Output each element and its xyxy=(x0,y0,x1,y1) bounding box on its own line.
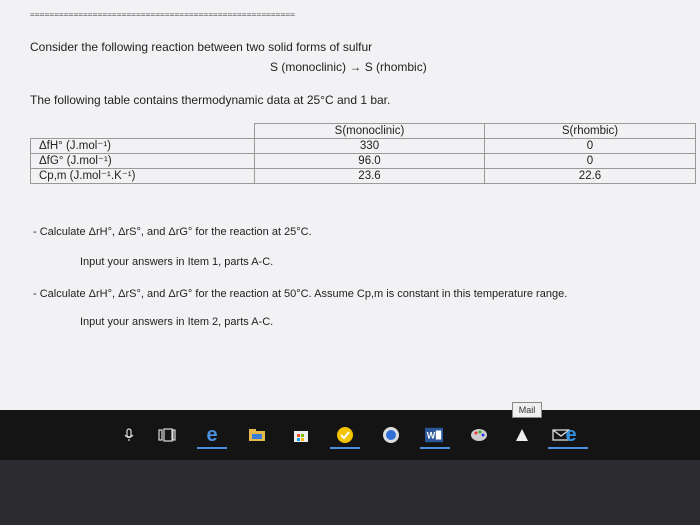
file-explorer-icon[interactable] xyxy=(248,426,266,444)
table-intro-text: The following table contains thermodynamic data at 25°C and 1 bar. xyxy=(30,93,391,107)
task1-text: - Calculate ΔrH°, ΔrS°, and ΔrG° for the reaction at 25°C. xyxy=(33,226,312,238)
table-header-empty xyxy=(31,124,255,139)
cell-cpm-rhombic: 22.6 xyxy=(485,169,696,184)
cell-dfh-monoclinic: 330 xyxy=(255,139,485,154)
cell-dfg-monoclinic: 96.0 xyxy=(255,154,485,169)
cell-dfh-rhombic: 0 xyxy=(485,139,696,154)
table-row xyxy=(31,154,696,169)
mail-icon[interactable] xyxy=(513,426,531,444)
task1-note: Input your answers in Item 1, parts A-C. xyxy=(80,256,274,268)
task2-text: - Calculate ΔrH°, ΔrS°, and ΔrG° for the reaction at 50°C. Assume Cp,m is constant in this temperature range. xyxy=(33,288,568,300)
thermo-table xyxy=(30,123,696,184)
microphone-icon[interactable] xyxy=(120,426,138,444)
task2-note: Input your answers in Item 2, parts A-C. xyxy=(80,316,274,328)
table-row xyxy=(31,139,696,154)
active-indicator xyxy=(330,447,360,449)
row-label-dfg: ΔfG° (J.mol⁻¹) xyxy=(31,154,255,169)
cell-cpm-monoclinic: 23.6 xyxy=(255,169,485,184)
word-icon[interactable] xyxy=(425,426,443,444)
row-label-dfh: ΔfH° (J.mol⁻¹) xyxy=(31,139,255,154)
active-indicator xyxy=(197,447,227,449)
store-icon[interactable] xyxy=(292,426,310,444)
media-icon[interactable] xyxy=(382,426,400,444)
svg-text:W: W xyxy=(426,430,436,441)
mail-tooltip: Mail xyxy=(512,402,542,418)
active-indicator xyxy=(420,447,450,449)
table-header-monoclinic: S(monoclinic) xyxy=(255,124,485,139)
active-indicator xyxy=(548,447,588,449)
task-view-icon[interactable] xyxy=(158,426,176,444)
separator-line: ======================================================= xyxy=(30,10,295,19)
edge-icon[interactable]: e xyxy=(206,423,218,446)
laptop-bezel xyxy=(0,460,700,525)
table-header-row xyxy=(31,124,696,139)
paint-icon[interactable] xyxy=(470,426,488,444)
cell-dfg-rhombic: 0 xyxy=(485,154,696,169)
reaction-text: S (monoclinic) → S (rhombic) xyxy=(270,60,427,74)
table-header-rhombic: S(rhombic) xyxy=(485,124,696,139)
table-row xyxy=(31,169,696,184)
edge-icon-2[interactable]: e xyxy=(565,423,577,446)
row-label-cpm: Cp,m (J.mol⁻¹.K⁻¹) xyxy=(31,169,255,184)
norton-icon[interactable] xyxy=(336,426,354,444)
intro-text: Consider the following reaction between two solid forms of sulfur xyxy=(30,40,373,54)
